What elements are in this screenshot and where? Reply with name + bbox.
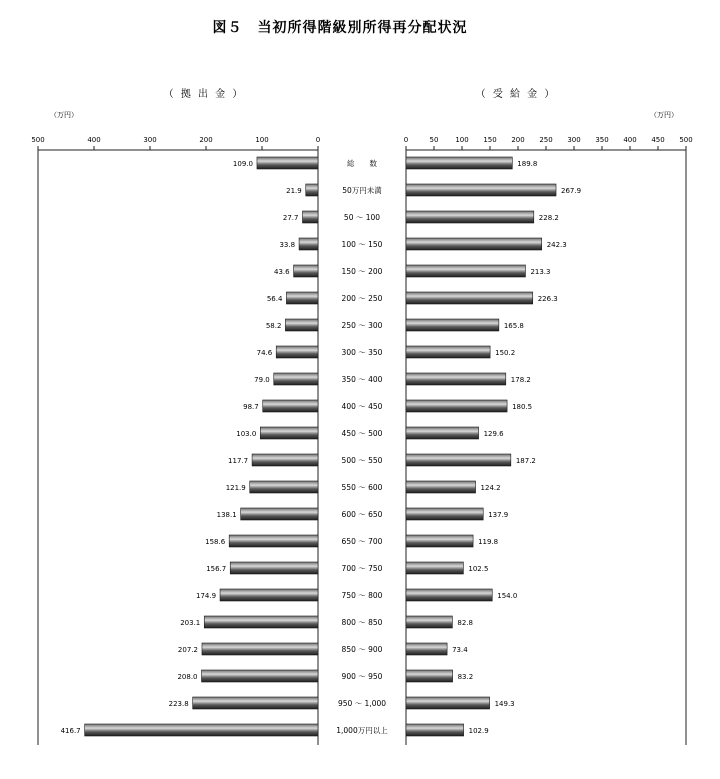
right-bar <box>406 319 499 331</box>
right-bar-value-label: 178.2 <box>510 376 531 384</box>
left-bar-value-label: 27.7 <box>282 214 299 222</box>
left-bar <box>257 157 318 169</box>
right-unit-label: （万円） <box>650 111 678 119</box>
left-bar <box>230 562 318 574</box>
category-label: 950 ～ 1,000 <box>337 699 387 708</box>
category-label: 900 ～ 950 <box>341 672 383 681</box>
left-bar <box>302 211 318 223</box>
left-bar <box>193 697 318 709</box>
right-bar-value-label: 228.2 <box>538 214 559 222</box>
left-bar-value-label: 416.7 <box>60 727 81 735</box>
category-label: 650 ～ 700 <box>341 537 383 546</box>
left-bar-value-label: 33.8 <box>279 241 296 249</box>
right-axis-tick-label: 350 <box>595 136 609 144</box>
left-axis-tick-label: 0 <box>315 136 321 144</box>
right-axis-tick-label: 200 <box>511 136 525 144</box>
right-bar <box>406 670 453 682</box>
right-bar-value-label: 119.8 <box>478 538 499 546</box>
right-bar <box>406 400 507 412</box>
right-bar <box>406 616 452 628</box>
right-bar <box>406 427 479 439</box>
left-bar <box>294 265 318 277</box>
right-panel-subtitle: （ 受 給 金 ） <box>475 89 557 100</box>
right-bar-value-label: 82.8 <box>457 619 473 627</box>
left-bar-value-label: 21.9 <box>286 187 302 195</box>
category-label: 450 ～ 500 <box>341 429 383 438</box>
left-bar <box>252 454 318 466</box>
category-label: 800 ～ 850 <box>341 618 383 627</box>
right-bar-value-label: 154.0 <box>497 592 518 600</box>
left-bar-value-label: 43.6 <box>273 268 290 276</box>
left-bar <box>241 508 318 520</box>
right-bar-value-label: 102.5 <box>468 565 489 573</box>
left-axis-tick-label: 200 <box>199 136 213 144</box>
right-axis-tick-label: 400 <box>623 136 637 144</box>
left-bar <box>229 535 318 547</box>
left-panel-subtitle: （ 拠 出 金 ） <box>163 89 245 100</box>
category-label: 350 ～ 400 <box>341 375 383 384</box>
left-bar <box>286 292 318 304</box>
left-bar <box>306 184 318 196</box>
left-bar-value-label: 79.0 <box>254 376 270 384</box>
left-bar-value-label: 158.6 <box>205 538 226 546</box>
category-label: 600 ～ 650 <box>341 510 383 519</box>
category-label: 1,000万円以上 <box>336 726 388 735</box>
left-bar <box>220 589 318 601</box>
right-bar-value-label: 129.6 <box>483 430 504 438</box>
right-axis-tick-label: 500 <box>679 136 693 144</box>
category-label: 550 ～ 600 <box>341 483 383 492</box>
left-axis-tick-label: 400 <box>87 136 101 144</box>
right-bar-value-label: 189.8 <box>517 160 538 168</box>
chart-title: 図５ 当初所得階級別所得再分配状況 <box>212 20 468 36</box>
right-bar <box>406 373 506 385</box>
right-bar <box>406 184 556 196</box>
left-bar-value-label: 156.7 <box>206 565 227 573</box>
right-axis-tick-label: 100 <box>455 136 469 144</box>
left-bar-value-label: 117.7 <box>228 457 249 465</box>
right-bar <box>406 508 483 520</box>
right-bar <box>406 238 542 250</box>
category-label: 400 ～ 450 <box>341 402 383 411</box>
right-axis-tick-label: 250 <box>539 136 553 144</box>
left-bar-value-label: 58.2 <box>265 322 282 330</box>
left-bar <box>85 724 318 736</box>
right-axis-tick-label: 0 <box>403 136 409 144</box>
right-bar-value-label: 83.2 <box>457 673 474 681</box>
left-axis-tick-label: 500 <box>31 136 45 144</box>
right-bar-value-label: 242.3 <box>546 241 567 249</box>
category-label: 850 ～ 900 <box>341 645 383 654</box>
right-bar-value-label: 137.9 <box>488 511 509 519</box>
left-unit-label: （万円） <box>50 111 78 119</box>
right-axis-tick-label: 50 <box>429 136 439 144</box>
right-bar <box>406 346 490 358</box>
category-label: 300 ～ 350 <box>341 348 383 357</box>
right-bar <box>406 562 463 574</box>
right-bar-value-label: 102.9 <box>468 727 489 735</box>
right-bar <box>406 211 534 223</box>
right-axis-tick-label: 450 <box>651 136 665 144</box>
left-bar-value-label: 109.0 <box>232 160 253 168</box>
left-bar <box>204 616 318 628</box>
left-bar-value-label: 103.0 <box>236 430 257 438</box>
left-bar <box>299 238 318 250</box>
right-axis-tick-label: 150 <box>483 136 497 144</box>
right-bar <box>406 265 525 277</box>
category-label: 総 数 <box>347 159 377 168</box>
left-bar-value-label: 207.2 <box>177 646 198 654</box>
right-bar <box>406 643 447 655</box>
left-bar <box>276 346 318 358</box>
category-label: 200 ～ 250 <box>341 294 383 303</box>
right-bar-value-label: 187.2 <box>515 457 536 465</box>
left-bar-value-label: 56.4 <box>266 295 283 303</box>
right-axis-tick-label: 300 <box>567 136 581 144</box>
left-bar-value-label: 174.9 <box>196 592 217 600</box>
left-bar-value-label: 223.8 <box>168 700 189 708</box>
category-label: 150 ～ 200 <box>341 267 383 276</box>
category-label: 750 ～ 800 <box>341 591 383 600</box>
right-bar <box>406 589 492 601</box>
right-bar <box>406 454 511 466</box>
left-axis-tick-label: 300 <box>143 136 157 144</box>
category-label: 500 ～ 550 <box>341 456 383 465</box>
right-bar-value-label: 180.5 <box>512 403 533 411</box>
right-bar-value-label: 165.8 <box>503 322 524 330</box>
right-bar-value-label: 267.9 <box>561 187 582 195</box>
category-label: 250 ～ 300 <box>341 321 383 330</box>
left-bar <box>285 319 318 331</box>
left-axis-tick-label: 100 <box>255 136 269 144</box>
left-bar <box>202 643 318 655</box>
left-bar <box>202 670 318 682</box>
right-bar <box>406 535 473 547</box>
right-bar <box>406 697 490 709</box>
right-bar-value-label: 213.3 <box>530 268 551 276</box>
right-bar <box>406 292 533 304</box>
left-bar-value-label: 208.0 <box>177 673 198 681</box>
right-bar <box>406 157 512 169</box>
right-bar <box>406 481 476 493</box>
left-bar-value-label: 74.6 <box>256 349 273 357</box>
left-bar-value-label: 203.1 <box>180 619 201 627</box>
category-label: 50 ～ 100 <box>343 213 381 222</box>
right-bar-value-label: 73.4 <box>452 646 468 654</box>
left-bar-value-label: 138.1 <box>216 511 237 519</box>
left-bar <box>260 427 318 439</box>
left-bar <box>263 400 318 412</box>
left-bar-value-label: 98.7 <box>243 403 259 411</box>
left-bar <box>250 481 318 493</box>
right-bar-value-label: 124.2 <box>480 484 501 492</box>
left-bar <box>274 373 318 385</box>
right-bar-value-label: 149.3 <box>494 700 515 708</box>
category-label: 100 ～ 150 <box>341 240 383 249</box>
left-bar-value-label: 121.9 <box>225 484 246 492</box>
right-bar-value-label: 226.3 <box>537 295 558 303</box>
right-bar-value-label: 150.2 <box>495 349 516 357</box>
category-label: 50万円未満 <box>342 186 382 195</box>
right-bar <box>406 724 464 736</box>
category-label: 700 ～ 750 <box>341 564 383 573</box>
